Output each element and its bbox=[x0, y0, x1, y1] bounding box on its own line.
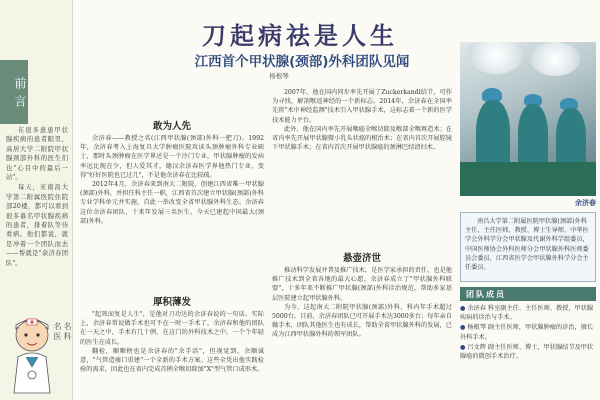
article-paragraph: 推动科学发展并普及推广技术，是医学家承担的责任，也是他推广技术到全省各地的最大心愿，余济春成立了"甲状腺外科联盟"，十多年来不断推广甲状腺(颈部)外科诊治规范，帮助多家基层医院建立起甲状腺外科。 bbox=[272, 267, 452, 302]
article-paragraph: 此外，他在国内率先开展喉癌全喉切除及喉部全喉再造术；在省内率先开展甲状腺微小乳头状癌的根治术；在省内首次开展腔镜下甲状腺手术；在省内首次开展甲状腺癌的颈淋巴结清扫术。 bbox=[272, 125, 452, 152]
bullet-icon: ● bbox=[460, 343, 468, 351]
article-paragraph: "起死而复是人生"，是他对刀功达的余济春说的一句话。实际上，余济春常说做手术也可不在一时一手术了，余济春和他的团队在一天之中，手术有几十例，在这门的外科技术之中，一个个年轻的医生在成长。 bbox=[80, 311, 264, 346]
preface-paragraph: 每天，来南昌大学第二附属医院住院部20楼，都可以看到很多慕名甲状腺疾病的患者，排着队等待看病。他们都说，就是冲着一个团队而去——帮就是"余济春团队"。 bbox=[6, 184, 68, 267]
bullet-icon: ● bbox=[460, 305, 468, 312]
section-heading: 敢为人先 bbox=[152, 121, 191, 132]
photo-caption: 余济春 bbox=[575, 198, 596, 207]
page-subtitle: 江西首个甲状腺(颈部)外科团队见闻 bbox=[194, 54, 410, 70]
article-column bbox=[272, 88, 452, 246]
team-members-banner: 团队成员 bbox=[460, 287, 596, 301]
mascot-label-famous-department: 名科 bbox=[63, 322, 72, 342]
bullet-icon: ● bbox=[460, 324, 468, 332]
byline: 杨根琴 bbox=[269, 72, 289, 80]
bio-text: 南昌大学第二附属医院甲状腺(颈部)外科主任、主任医师、教授、博士生导师，中华医学会外科学分会甲状腺及代谢外科学组委员，中国医师协会外科医师分会甲状腺外科医师委员会委员，江西省医学会甲状腺外科学分会主任委员。 bbox=[465, 218, 589, 272]
page-title: 刀起病祛是人生 bbox=[202, 22, 398, 50]
article-paragraph: 为今，这起南大二附院甲状腺(颈部)外科，科内年手术超过5000台。目前，余济春团队已可开展手术达3000多台；每年亲自做手术，团队其他医生也有成长，帮助全省甲状腺外科的发展，已成为江西甲状腺外科的领军团队。 bbox=[272, 303, 452, 339]
preface-text bbox=[6, 126, 68, 296]
article-column bbox=[80, 310, 264, 396]
article-paragraph: 2007年，他在国内同步率先开展了Zuckerkandl结节，可作为寻找，解剖喉返神经的一个新标志。2014年，余济春在全国率先将"术中神经监测"技术引入甲状腺手术，这标志着一个新的医学技术能力平台。 bbox=[272, 89, 452, 124]
surgical-lamp-icon bbox=[530, 42, 580, 76]
surgery-photo bbox=[460, 42, 596, 196]
team-member-text: 吕文辉 副主任医师、博士，甲状腺结节及甲状腺癌的微创手术治疗。 bbox=[460, 343, 594, 361]
article-paragraph: 2012年4月，余济春来到南大二附院，创建江西省唯一甲状腺(颈部)外科，并担任科主任一职，江西省首次建立甲状腺(颈部)外科专业学科单元并实施，自此一举改变全省甲状腺外科生态。余济春这位余济春团队，十来年发展三名医生，今天已建起中国最大(颈部)外科。 bbox=[80, 181, 264, 225]
section-heading: 悬壶济世 bbox=[342, 253, 381, 264]
article-column bbox=[272, 266, 452, 396]
team-member-text: 杨根琴 副主任医师，甲状腺肿瘤的诊治，擅长外科手术。 bbox=[460, 324, 594, 341]
team-member-list bbox=[460, 304, 596, 362]
preface-paragraph: 在很多患患甲状腺疾病的患者眼里，高居大学二附院甲状腺颈部外科的医生们也"心目中的最后一站"。 bbox=[6, 127, 68, 182]
article-paragraph: 余济春——教授之名(江西甲状腺(颈部)外科一把刀)。1992年，余济春考入上海复旦大学肿瘤医院攻读头颈肿瘤外科专业硕士，那时头颈肿瘤在医学界还是一个冷门专业，甲状腺肿瘤的发病率远比现在少，但人爱其才，德汉余济春医学界他热门专业，变得"好好医院也已过几"，不是他余济春在比较疏。 bbox=[80, 135, 264, 179]
team-member-item bbox=[460, 343, 596, 361]
team-member-text: 余济春 科室副主任、主任医师、教授，甲状腺疾病的诊治与手术。 bbox=[460, 305, 594, 322]
left-sidebar bbox=[0, 0, 73, 400]
surgeon-figure-icon bbox=[476, 100, 510, 170]
team-member-item bbox=[460, 323, 596, 341]
article-column bbox=[80, 134, 264, 288]
bio-box bbox=[460, 212, 596, 282]
preface-banner: 前言 bbox=[0, 60, 28, 124]
surgical-lamp-icon bbox=[468, 42, 524, 74]
surgeon-figure-icon bbox=[556, 108, 586, 170]
mascot-label-famous-doctor: 名医 bbox=[53, 322, 62, 342]
section-heading: 厚积薄发 bbox=[152, 297, 191, 308]
surgeon-figure-icon bbox=[518, 104, 548, 168]
article-paragraph: 翻检，顺顺榜也是余济春的"余手活"，但视觉到，余顺诚意，"气管造瘘口重建"一个全新的手术方案。这些全凭出他实践检验的需求，因此也在省内完成首例全喉切除加"X"型气管口成形术。 bbox=[80, 347, 264, 374]
team-member-item bbox=[460, 304, 596, 322]
surgical-drape bbox=[460, 162, 596, 196]
